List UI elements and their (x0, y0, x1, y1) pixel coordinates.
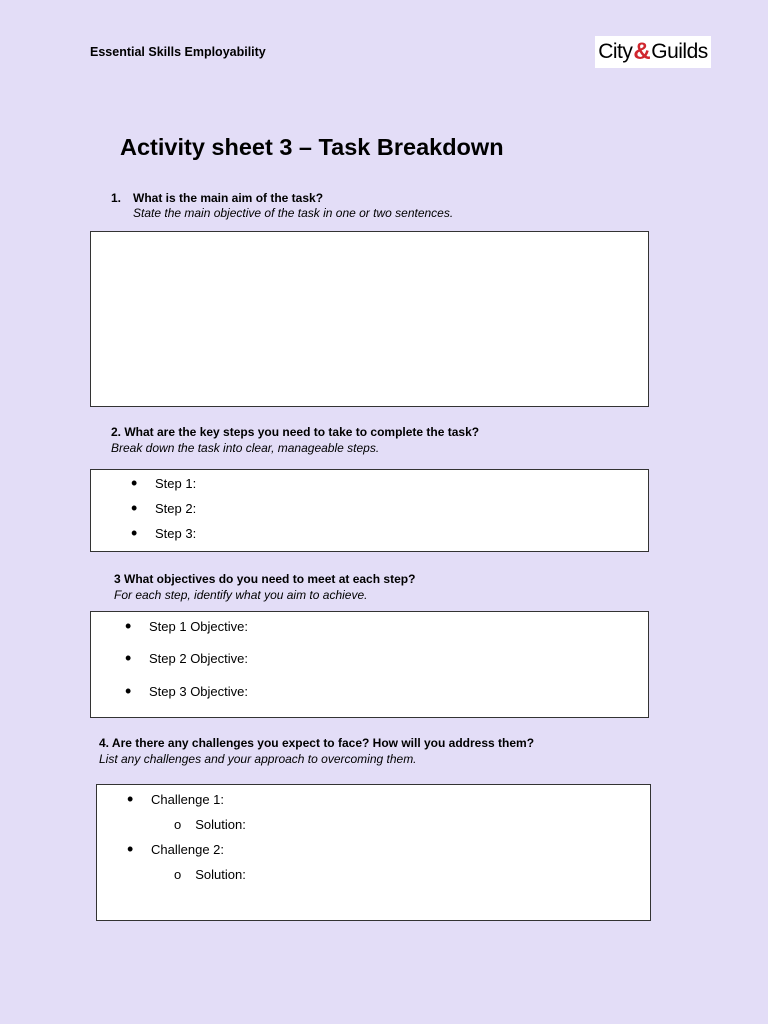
q3-instruction: For each step, identify what you aim to achieve. (114, 588, 368, 602)
q4-answer-box[interactable] (96, 784, 651, 921)
sub-bullet-marker: o (174, 867, 182, 882)
logo-ampersand: & (633, 38, 651, 65)
list-item (174, 817, 246, 832)
objective-label: Step 2 Objective: (149, 651, 248, 666)
list-item: • Step 3: (131, 523, 197, 543)
q2-question: 2. What are the key steps you need to take to complete the task? (111, 425, 480, 439)
logo-text-guilds: Guilds (651, 40, 708, 63)
list-item: • Step 1: (131, 473, 197, 493)
q1-number: 1. (111, 191, 122, 205)
city-and-guilds-logo (595, 36, 711, 68)
challenge-label: Challenge 2: (151, 842, 224, 857)
challenge-label: Challenge 1: (151, 792, 224, 807)
sub-bullet-marker: o (174, 817, 182, 832)
step-label: Step 3: (155, 526, 197, 541)
q2-instruction: Break down the task into clear, manageable steps. (111, 441, 380, 455)
list-item: • Step 2 Objective: (125, 648, 248, 668)
list-item: • Step 2: (131, 498, 197, 518)
q1-question: What is the main aim of the task? (133, 191, 324, 205)
q3-answer-box[interactable] (90, 611, 649, 718)
q4-instruction: List any challenges and your approach to overcoming them. (99, 752, 417, 766)
q1-instruction: State the main objective of the task in one or two sentences. (133, 206, 454, 220)
logo-text-city: City (598, 40, 633, 63)
objective-label: Step 1 Objective: (149, 619, 248, 634)
solution-label: Solution: (195, 867, 246, 882)
q4-question: 4. Are there any challenges you expect to face? How will you address them? (99, 736, 535, 750)
list-item: • Challenge 2: (127, 839, 224, 859)
list-item: • Step 3 Objective: (125, 681, 248, 701)
q2-answer-box[interactable] (90, 469, 649, 552)
q3-question: 3 What objectives do you need to meet at each step? (114, 572, 416, 586)
list-item (174, 867, 246, 882)
page-title: Activity sheet 3 – Task Breakdown (120, 134, 504, 160)
q1-answer-box[interactable] (90, 231, 649, 407)
step-label: Step 2: (155, 501, 197, 516)
objective-label: Step 3 Objective: (149, 684, 248, 699)
list-item: • Challenge 1: (127, 789, 224, 809)
list-item: • Step 1 Objective: (125, 616, 248, 636)
solution-label: Solution: (195, 817, 246, 832)
step-label: Step 1: (155, 476, 197, 491)
document-header-title: Essential Skills Employability (90, 45, 266, 59)
